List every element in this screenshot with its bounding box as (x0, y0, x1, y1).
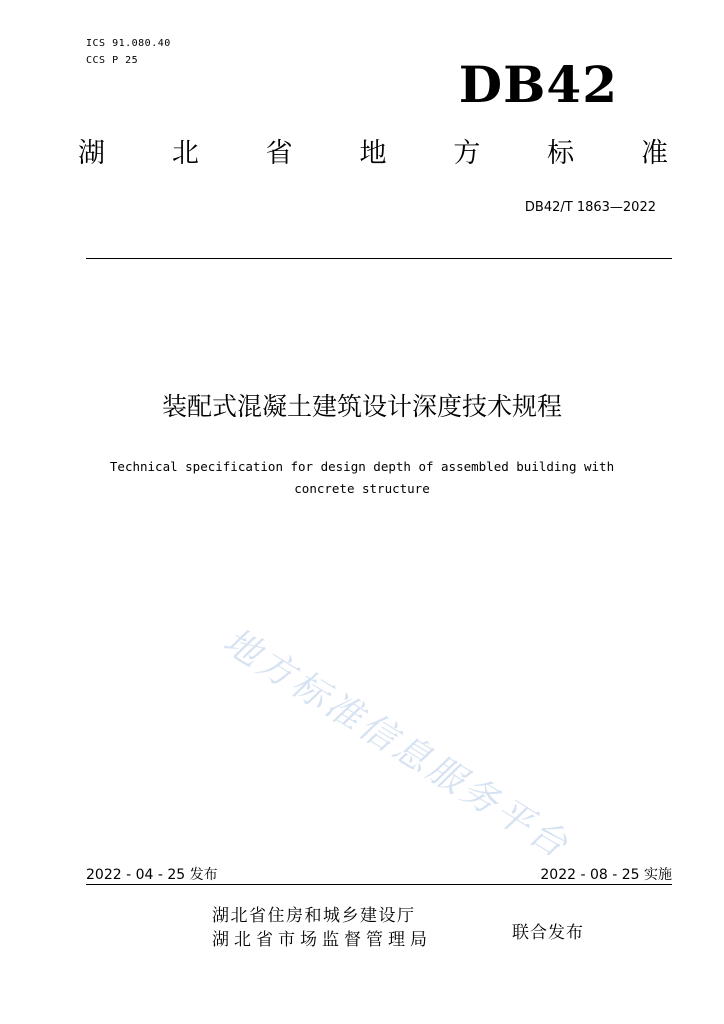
ccs-code: CCS P 25 (86, 55, 139, 66)
issuer-market-regulation: 湖北省市场监督管理局 (212, 930, 432, 950)
category-char: 省 (265, 138, 293, 169)
ics-code: ICS 91.080.40 (86, 38, 171, 49)
implementation-date: 2022 - 08 - 25 实施 (540, 867, 672, 883)
category-char: 湖 (78, 138, 105, 169)
watermark: 地方标准信息服务平台 (215, 620, 577, 868)
english-title-line-2: concrete structure (294, 481, 430, 496)
document-title-chinese: 装配式混凝土建筑设计深度技术规程 (161, 392, 562, 421)
issue-date: 2022 - 04 - 25 发布 (86, 867, 218, 883)
standard-logo: DB42 (458, 55, 618, 114)
issuer-housing-department: 湖北省住房和城乡建设厅 (212, 906, 416, 926)
standard-category-title (78, 140, 668, 167)
bottom-divider (86, 884, 672, 885)
english-title-line-1: Technical specification for design depth of assembled building with (109, 459, 615, 474)
category-char: 北 (171, 138, 199, 169)
category-char: 准 (640, 138, 668, 169)
issuing-authorities (212, 904, 432, 952)
document-title-english (40, 456, 684, 500)
top-divider (86, 258, 672, 259)
joint-issue-label: 联合发布 (512, 923, 584, 943)
category-char: 地 (359, 138, 387, 169)
standard-number: DB42/T 1863—2022 (524, 200, 656, 215)
category-char: 标 (547, 138, 575, 169)
category-char: 方 (453, 138, 481, 169)
